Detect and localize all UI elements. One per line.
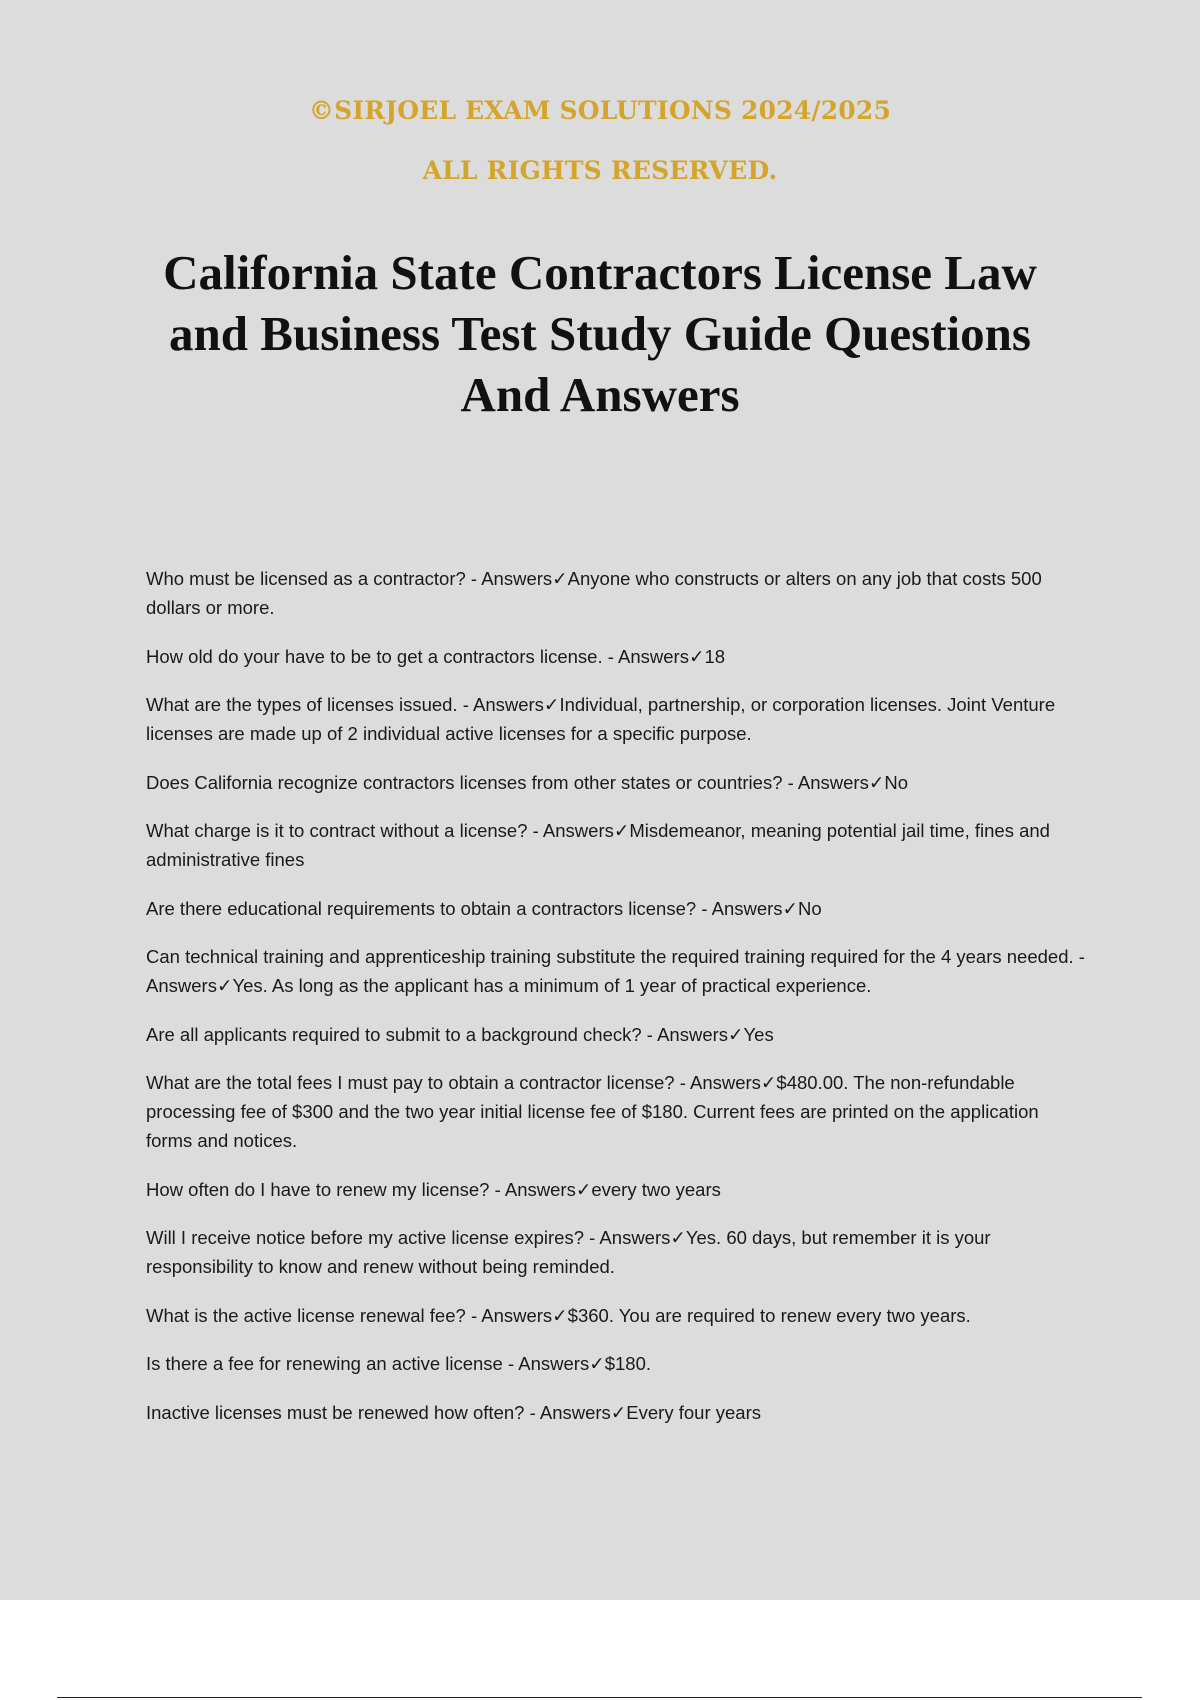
- answer-text: 18: [704, 645, 726, 667]
- answer-marker: - Answers✓: [524, 1401, 627, 1423]
- qa-item: [146, 768, 1086, 797]
- answer-marker: - Answers✓: [527, 820, 630, 841]
- copyright-notice: ©SIRJOEL EXAM SOLUTIONS 2024/2025: [308, 96, 892, 125]
- qa-item: [146, 1223, 1086, 1281]
- answer-marker: - Answers✓: [465, 568, 568, 589]
- qa-item: [146, 1020, 1086, 1049]
- answer-text: No: [884, 771, 908, 793]
- question-text: Are there educational requirements to obtain a contractors license?: [146, 897, 697, 919]
- answer-marker: - Answers✓: [457, 694, 560, 715]
- question-text: How often do I have to renew my license?: [146, 1178, 490, 1200]
- qa-item: [146, 690, 1086, 748]
- answer-text: $360. You are required to renew every two years.: [567, 1304, 971, 1326]
- answer-text: Yes. As long as the applicant has a minimum of 1 year of practical experience.: [232, 975, 872, 996]
- question-text: Can technical training and apprenticeship training substitute the required training required for the 4 years needed.: [146, 946, 1074, 967]
- qa-item: [146, 564, 1086, 622]
- answer-marker: - Answers✓: [146, 946, 1085, 996]
- answer-marker: - Answers✓: [641, 1023, 744, 1045]
- qa-item: [146, 642, 1086, 671]
- qa-item: [146, 1398, 1086, 1427]
- document-title: California State Contractors License Law and Business Test Study Guide Questions And Answers: [163, 245, 1037, 422]
- rights-reserved-notice: ALL RIGHTS RESERVED.: [422, 156, 778, 185]
- answer-marker: - Answers✓: [782, 771, 885, 793]
- answer-text: Yes: [743, 1023, 774, 1045]
- qa-item: [146, 1301, 1086, 1330]
- question-text: Inactive licenses must be renewed how often?: [146, 1401, 525, 1423]
- qa-item: [146, 942, 1086, 1000]
- qa-item: [146, 1068, 1086, 1155]
- answer-text: $180.: [604, 1353, 651, 1374]
- question-text: What are the types of licenses issued.: [146, 694, 458, 715]
- qa-item: [146, 894, 1086, 923]
- answer-text: $480.00. The non-refundable processing fee of $300 and the two year initial license fee of $180. Current fees are printed on the application forms and notices.: [146, 1072, 1039, 1151]
- qa-item: [146, 1175, 1086, 1204]
- answer-marker: - Answers✓: [602, 645, 705, 667]
- answer-text: Misdemeanor, meaning potential jail time, fines and administrative fines: [146, 820, 1050, 870]
- answer-marker: - Answers✓: [465, 1304, 568, 1326]
- question-text: What are the total fees I must pay to obtain a contractor license?: [146, 1072, 675, 1093]
- answer-text: No: [798, 897, 822, 919]
- answer-marker: - Answers✓: [489, 1178, 592, 1200]
- question-text: Will I receive notice before my active license expires?: [146, 1227, 585, 1248]
- answer-marker: - Answers✓: [584, 1227, 686, 1248]
- question-text: What is the active license renewal fee?: [146, 1304, 466, 1326]
- question-text: Who must be licensed as a contractor?: [146, 568, 466, 589]
- question-answer-list: [146, 564, 1086, 1446]
- answer-marker: - Answers✓: [696, 897, 799, 919]
- question-text: What charge is it to contract without a license?: [146, 820, 528, 841]
- qa-item: [146, 1349, 1086, 1378]
- answer-text: Yes. 60 days, but remember it is your responsibility to know and renew without being reminded.: [146, 1227, 991, 1277]
- question-text: Is there a fee for renewing an active license: [146, 1353, 503, 1374]
- question-text: How old do your have to be to get a contractors license.: [146, 645, 603, 667]
- answer-text: Individual, partnership, or corporation licenses. Joint Venture licenses are made up of 2 individual active licenses for a specific purpose.: [146, 694, 1056, 744]
- answer-marker: - Answers✓: [674, 1072, 777, 1093]
- answer-text: Every four years: [626, 1401, 761, 1423]
- answer-marker: - Answers✓: [502, 1353, 605, 1374]
- qa-item: [146, 816, 1086, 874]
- answer-text: every two years: [591, 1178, 721, 1200]
- answer-text: Anyone who constructs or alters on any job that costs 500 dollars or more.: [146, 568, 1042, 618]
- question-text: Are all applicants required to submit to a background check?: [146, 1023, 642, 1045]
- question-text: Does California recognize contractors licenses from other states or countries?: [146, 771, 783, 793]
- footer-divider: [57, 1697, 1142, 1698]
